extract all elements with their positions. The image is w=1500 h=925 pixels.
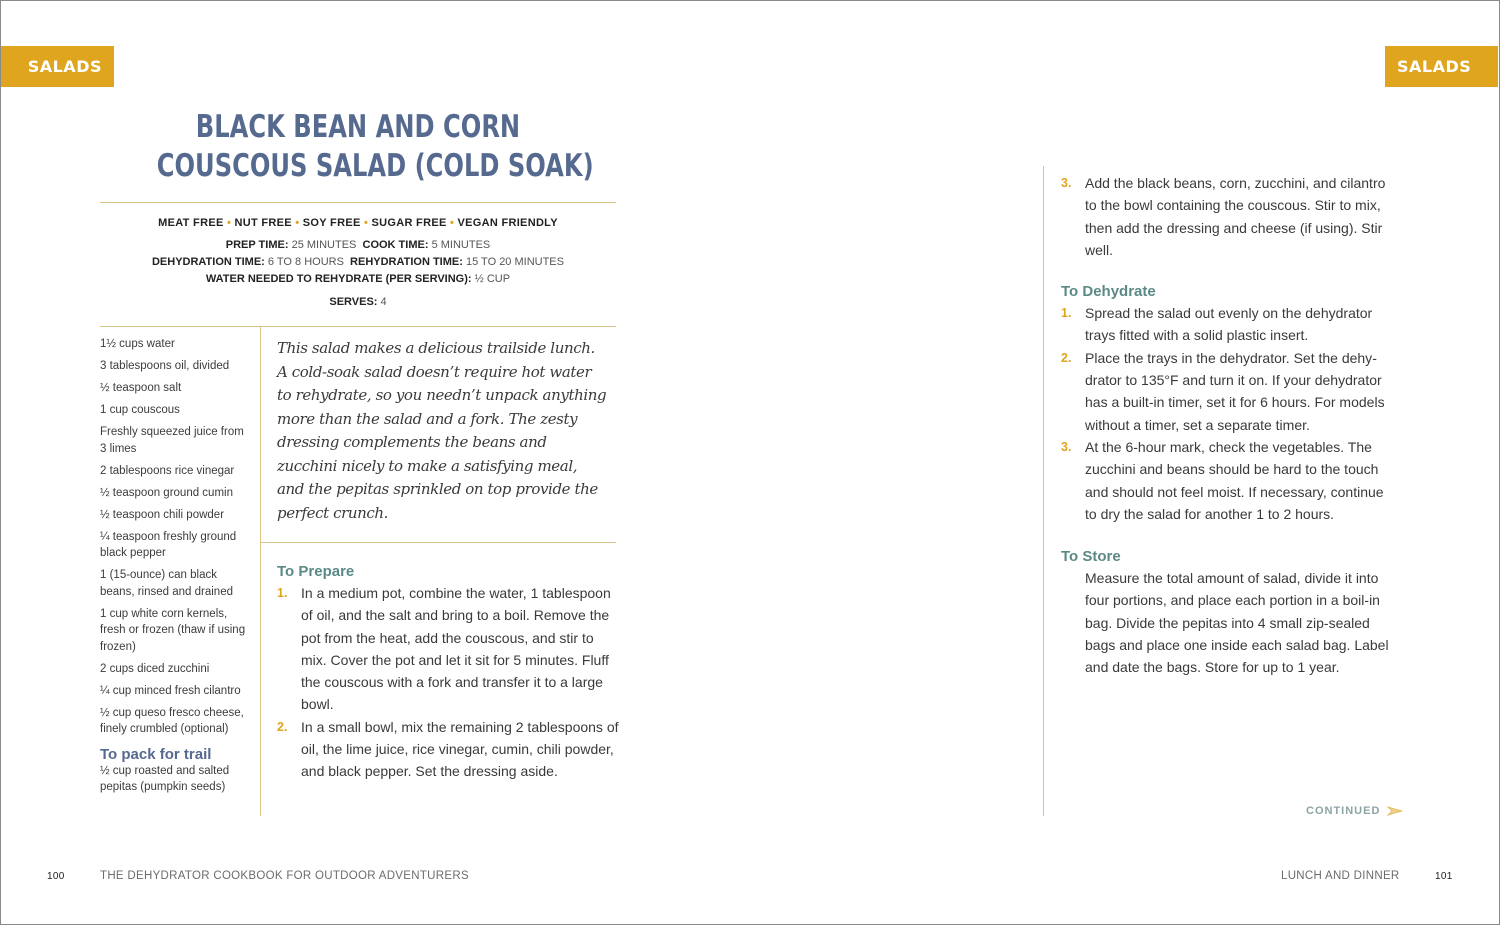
ingredient-item: ½ teaspoon chili powder [100, 508, 225, 521]
prep-time-label: PREP TIME: [225, 239, 289, 251]
cook-time-value: 5 MINUTES [431, 239, 491, 251]
trail-item: ½ cup roasted and salted pepitas (pumpkin seeds) [100, 764, 230, 793]
step-item [277, 582, 622, 716]
ingredient-item: Freshly squeezed juice from 3 limes [100, 426, 244, 455]
time-info-row-1 [100, 239, 616, 251]
ingredient-item: 2 tablespoons rice vinegar [100, 464, 235, 477]
step-text: Spread the salad out evenly on the dehydrator trays fitted with a solid plastic insert. [1085, 305, 1373, 344]
right-column [1061, 172, 1396, 679]
prepare-section [277, 562, 622, 783]
bullet-icon: • [363, 217, 369, 229]
prepare-steps [277, 582, 622, 783]
step-text: Add the black beans, corn, zucchini, and cilantro to the bowl containing the couscous. Stir to mix, then add the dressing and cheese (if using). Stir well. [1085, 175, 1386, 258]
tag: SOY FREE [302, 217, 361, 229]
tag: VEGAN FRIENDLY [457, 217, 558, 229]
step-number: 3. [1061, 439, 1072, 454]
ingredient-item: 2 cups diced zucchini [100, 662, 210, 675]
intro-rule [260, 542, 616, 543]
store-heading: To Store [1061, 548, 1121, 566]
step-item [1061, 436, 1396, 525]
cook-time-label: COOK TIME: [362, 239, 429, 251]
recipe-title-line-2: COUSCOUS SALAD (COLD SOAK) [156, 148, 594, 184]
dehydrate-steps [1061, 302, 1396, 525]
ingredient-item: ½ teaspoon ground cumin [100, 486, 233, 499]
step-text: Place the trays in the dehydrator. Set the dehydrator to 135°F and turn it on. If your dehydrator has a built-in timer, set it for 6 hours. For models without a timer, set a separate timer. [1085, 349, 1385, 433]
tag: NUT FREE [234, 217, 292, 229]
bullet-icon: • [449, 217, 455, 229]
ingredient-item: ½ teaspoon salt [100, 382, 182, 394]
water-label: WATER NEEDED TO REHYDRATE (PER SERVING): [205, 273, 472, 285]
trail-heading: To pack for trail [100, 745, 212, 763]
time-info-row-2 [100, 256, 616, 268]
step-item [1061, 172, 1396, 261]
rehydration-time-value: 15 TO 20 MINUTES [465, 256, 564, 268]
section-tab-label: SALADS [1397, 57, 1472, 76]
step-item [1061, 347, 1396, 436]
step-text: At the 6-hour mark, check the vegetables. The zucchini and beans should be hard to the touch and should not feel moist. If necessary, continue to dry the salad for another 1 to 2 hours. [1085, 438, 1384, 522]
title-rule [100, 202, 616, 203]
running-header-chapter: LUNCH AND DINNER [1281, 870, 1400, 882]
serves-value: 4 [380, 296, 387, 308]
ingredient-item: ¼ cup minced fresh cilantro [100, 684, 241, 697]
page-number-right: 101 [1435, 871, 1453, 882]
running-header-book-title: THE DEHYDRATOR COOKBOOK FOR OUTDOOR ADVENTURERS [100, 870, 469, 882]
step-text: In a medium pot, combine the water, 1 tablespoon of oil, and the salt and bring to a boil. Remove the pot from the heat, add the couscous, and stir to mix. Cover the pot and let it sit for 5 minutes. Fluff the couscous with a fork and transfer it to a large bowl. [301, 585, 611, 713]
dehydration-time-value: 6 TO 8 HOURS [267, 256, 344, 268]
meta-rule [100, 326, 616, 327]
serves-info [100, 296, 616, 308]
water-value: ½ CUP [474, 273, 511, 285]
page-number-left: 100 [47, 871, 65, 882]
dehydration-time-label: DEHYDRATION TIME: [151, 256, 265, 268]
ingredient-item: ½ cup queso fresco cheese, finely crumbled (optional) [100, 706, 244, 735]
bullet-icon: • [295, 217, 300, 229]
tag: SUGAR FREE [371, 217, 447, 229]
dehydrate-heading: To Dehydrate [1061, 283, 1156, 301]
recipe-title-line-1: BLACK BEAN AND CORN [195, 109, 521, 145]
diet-tags [100, 217, 616, 229]
step-item [1061, 302, 1396, 347]
section-tab-right [1385, 46, 1498, 87]
ingredient-item: ¼ teaspoon freshly ground black pepper [100, 530, 237, 559]
step-number: 1. [1061, 306, 1072, 321]
ingredient-item: 3 tablespoons oil, divided [100, 360, 230, 372]
step-item [277, 716, 622, 783]
right-column-rule [1043, 166, 1044, 816]
ingredient-item: 1½ cups water [100, 338, 175, 350]
ingredient-item: 1 (15-ounce) can black beans, rinsed and drained [100, 569, 233, 598]
recipe-intro: This salad makes a delicious trailside lunch. A cold-soak salad doesn’t require hot water to rehydrate, so you needn’t unpack anything more than the salad and a fork. The zesty dressing complements the beans and zucchini nicely to make a satisfying meal, and the pepitas sprinkled on top provide the perfect crunch. [277, 339, 607, 522]
prepare-heading: To Prepare [277, 563, 355, 580]
continued-label: CONTINUED [1306, 805, 1381, 817]
recipe-title [156, 108, 594, 186]
arrow-right-icon [1387, 806, 1403, 816]
step-number: 3. [1061, 176, 1072, 190]
step-text: In a small bowl, mix the remaining 2 tablespoons of oil, the lime juice, rice vinegar, cumin, chili powder, and black pepper. Set the dressing aside. [301, 718, 619, 780]
ingredient-item: 1 cup white corn kernels, fresh or frozen (thaw if using frozen) [100, 607, 246, 653]
tag: MEAT FREE [158, 217, 224, 229]
store-text: Measure the total amount of salad, divide it into four portions, and place each portion in a boil-in bag. Divide the pepitas into 4 small zip-sealed bags and place one inside each salad bag. Label and date the bags. Store for up to 1 year. [1085, 570, 1389, 676]
rehydration-time-label: REHYDRATION TIME: [350, 256, 463, 268]
ingredient-list [100, 336, 250, 801]
column-divider [260, 326, 261, 816]
serves-label: SERVES: [329, 296, 378, 308]
step-number: 2. [277, 719, 288, 734]
step-number: 2. [1061, 350, 1072, 365]
step-number: 1. [277, 586, 288, 600]
section-tab-left [1, 46, 114, 87]
water-info [100, 273, 616, 285]
prepare-steps-continued [1061, 172, 1396, 261]
ingredient-item: 1 cup couscous [100, 404, 180, 416]
bullet-icon: • [226, 217, 232, 229]
continued-indicator [1306, 805, 1403, 817]
section-tab-label: SALADS [27, 57, 102, 76]
prep-time-value: 25 MINUTES [291, 239, 357, 251]
